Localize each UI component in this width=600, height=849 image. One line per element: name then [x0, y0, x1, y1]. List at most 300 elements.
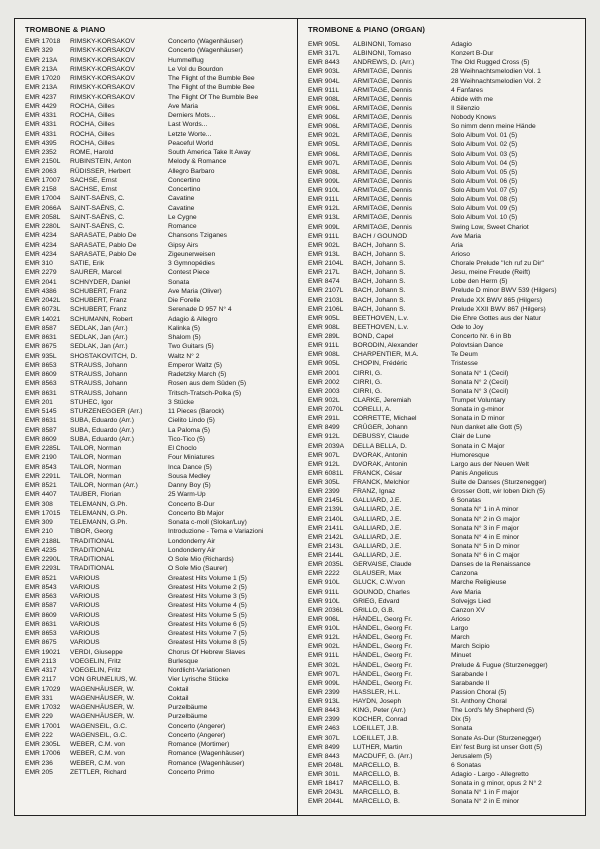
list-item — [298, 451, 585, 460]
composer: GOUNOD, Charles — [353, 588, 410, 596]
title: Sonata in g minor, opus 2 N° 2 — [451, 780, 542, 788]
list-item — [15, 481, 297, 490]
title: Sonata N° 2 (Cecil) — [451, 378, 509, 386]
list-item — [15, 389, 297, 398]
list-item — [15, 722, 297, 731]
title: Solo Album Vol. 01 (5) — [451, 132, 518, 140]
composer: BEETHOVEN, L.v. — [353, 314, 409, 322]
emr-number: EMR 906L — [308, 104, 340, 112]
composer: ARMITAGE, Dennis — [353, 177, 412, 185]
composer: HÄNDEL, Georg Fr. — [353, 634, 413, 642]
composer: TAILOR, Norman — [70, 472, 122, 480]
title: Solo Album Vol. 06 (5) — [451, 177, 518, 185]
composer: WAGENSEIL, G.C. — [70, 722, 127, 730]
composer: CHOPIN, Frédéric — [353, 360, 408, 368]
emr-number: EMR 17029 — [25, 685, 61, 693]
emr-number: EMR 8543 — [25, 583, 57, 591]
composer: ARMITAGE, Dennis — [353, 223, 412, 231]
title: The Flight of the Bumble Bee — [168, 75, 255, 82]
list-item — [15, 65, 297, 74]
list-item — [15, 56, 297, 65]
title: Suite de Danses (Sturzenegger) — [451, 479, 547, 486]
title: Dix (5) — [451, 716, 471, 724]
list-item — [298, 788, 585, 797]
composer: BACH, Johann S. — [353, 241, 406, 249]
emr-number: EMR 2222 — [308, 570, 340, 578]
composer: SCHUBERT, Franz — [70, 297, 127, 304]
composer: VARIOUS — [70, 583, 100, 591]
composer: ROCHA, Gilles — [70, 102, 115, 110]
list-item — [15, 509, 297, 518]
list-item — [15, 167, 297, 176]
title: Concerto (Wagenhäuser) — [168, 47, 243, 55]
list-item — [15, 675, 297, 684]
title: The Flight Of The Bumble Bee — [168, 93, 259, 101]
title: Concerto Primo — [168, 768, 215, 776]
composer: WAGENHÄUSER, W. — [70, 713, 135, 721]
title: Arioso — [451, 615, 470, 623]
emr-number: EMR 2143L — [308, 542, 344, 550]
emr-number: EMR 302L — [308, 661, 340, 669]
composer: SARASATE, Pablo De — [70, 250, 137, 258]
title: Il Silenzio — [451, 104, 480, 112]
list-item — [15, 120, 297, 129]
list-item — [298, 359, 585, 368]
list-item — [298, 40, 585, 49]
section-title: TROMBONE & PIANO (ORGAN) — [308, 25, 426, 34]
list-item — [298, 423, 585, 432]
emr-number: EMR 18417 — [308, 780, 344, 788]
emr-number: EMR 912L — [308, 433, 340, 441]
emr-number: EMR 4234 — [25, 232, 57, 240]
title: Concerto Bb Major — [168, 509, 224, 517]
list-item — [298, 67, 585, 76]
title: Shalom (5) — [168, 334, 201, 341]
list-item — [298, 797, 585, 806]
title: Passion Choral (5) — [451, 688, 507, 696]
title: Chorus Of Hebrew Slaves — [168, 648, 246, 656]
title: Ein' fest Burg ist unser Gott (5) — [451, 743, 543, 751]
composer: SUBA, Eduardo (Arr.) — [70, 426, 134, 434]
title: Purzelbäume — [168, 713, 208, 721]
emr-number: EMR 2043L — [308, 789, 344, 797]
list-item — [15, 453, 297, 462]
composer: GRIEG, Edvard — [353, 597, 400, 605]
emr-number: EMR 902L — [308, 241, 340, 249]
emr-number: EMR 8587 — [25, 426, 57, 434]
composer: SATIE, Erik — [70, 260, 105, 267]
title: South America Take It Away — [168, 149, 251, 156]
emr-number: EMR 912L — [308, 205, 340, 213]
title: Concertino — [168, 186, 201, 193]
emr-number: EMR 911L — [308, 342, 340, 350]
title: Zigeunerweisen — [168, 250, 216, 258]
emr-number: EMR 2002 — [308, 378, 340, 386]
list-item — [298, 414, 585, 423]
emr-number: EMR 902L — [308, 132, 340, 140]
composer: HÄNDEL, Georg Fr. — [353, 661, 413, 669]
title: Ave Maria (Oliver) — [168, 287, 222, 295]
list-item — [298, 113, 585, 122]
composer: WAGENSEIL, G.C. — [70, 731, 127, 739]
list-item — [298, 734, 585, 743]
list-item — [15, 666, 297, 675]
emr-number: EMR 2293L — [25, 565, 61, 573]
title: Concertino — [168, 176, 201, 184]
list-item — [298, 761, 585, 770]
list-item — [15, 93, 297, 102]
title: Coktail — [168, 694, 189, 702]
emr-number: EMR 222 — [25, 731, 53, 739]
title: Sousa Medley — [168, 472, 211, 480]
emr-number: EMR 2139L — [308, 506, 344, 514]
emr-number: EMR 8609 — [25, 371, 57, 378]
emr-number: EMR 17007 — [25, 176, 61, 184]
list-item — [15, 657, 297, 666]
composer: LOEILLET, J.B. — [353, 734, 399, 742]
title: Die Ehre Gottes aus der Natur — [451, 314, 541, 322]
title: Le Vol du Bourdon — [168, 65, 224, 73]
emr-number: EMR 2142L — [308, 533, 344, 541]
composer: WEBER, C.M. von — [70, 741, 125, 748]
composer: ARMITAGE, Dennis — [353, 132, 412, 140]
composer: GRILLO, G.B. — [353, 606, 395, 614]
list-item — [15, 768, 297, 777]
emr-number: EMR 2070L — [308, 406, 344, 413]
composer: ANDREWS, D. (Arr.) — [353, 59, 415, 67]
emr-number: EMR 8443 — [308, 707, 340, 715]
emr-number: EMR 8587 — [25, 324, 57, 332]
emr-number: EMR 4237 — [25, 93, 57, 101]
composer: GALLIARD, J.E. — [353, 497, 402, 505]
emr-number: EMR 902L — [308, 396, 340, 404]
emr-number: EMR 307L — [308, 734, 340, 742]
emr-number: EMR 213A — [25, 56, 58, 64]
title: Marche Religieuse — [451, 579, 507, 587]
list-item — [15, 426, 297, 435]
title: The Flight of the Bumble Bee — [168, 84, 255, 92]
composer: KOCHER, Conrad — [353, 716, 408, 724]
composer: BACH, Johann S. — [353, 305, 406, 313]
composer: GLUCK, C.W.von — [353, 579, 406, 587]
list-item — [15, 111, 297, 120]
list-item — [298, 396, 585, 405]
emr-number: EMR 2042L — [25, 297, 61, 304]
title: Solo Album Vol. 08 (5) — [451, 196, 518, 204]
composer: CLARKE, Jeremiah — [353, 396, 411, 404]
composer: BOND, Capel — [353, 333, 394, 340]
emr-number: EMR 17032 — [25, 704, 61, 711]
list-item — [15, 130, 297, 139]
list-item — [15, 46, 297, 55]
title: Nordlicht-Variationen — [168, 667, 230, 674]
emr-number: EMR 2117 — [25, 676, 57, 684]
list-item — [298, 268, 585, 277]
title: La Paloma (5) — [168, 426, 211, 434]
emr-number: EMR 905L — [308, 360, 340, 368]
list-item — [15, 102, 297, 111]
title: Prelude & Fugue (Sturzenegger) — [451, 661, 548, 669]
composer: TIBOR, Georg — [70, 528, 113, 536]
list-item — [298, 624, 585, 633]
list-item — [298, 724, 585, 733]
emr-number: EMR 2145L — [308, 497, 344, 505]
list-item — [15, 204, 297, 213]
emr-number: EMR 907L — [308, 159, 340, 167]
list-item — [15, 546, 297, 555]
emr-number: EMR 909L — [308, 223, 340, 231]
emr-number: EMR 2039A — [308, 442, 345, 450]
emr-number: EMR 205 — [25, 768, 53, 776]
title: Sonata N° 1 (Cecil) — [451, 369, 509, 377]
title: Sonata N° 5 in D minor — [451, 542, 520, 550]
list-item — [298, 323, 585, 332]
emr-number: EMR 2036L — [308, 606, 344, 614]
emr-number: EMR 908L — [308, 351, 340, 359]
title: Chorale Prelude "Ich ruf zu Dir" — [451, 260, 544, 267]
title: Concerto B-Dur — [168, 500, 215, 508]
composer: GALLIARD, J.E. — [353, 542, 402, 550]
emr-number: EMR 2290L — [25, 556, 61, 563]
list-item — [298, 460, 585, 469]
emr-number: EMR 331 — [25, 694, 53, 702]
title: Solo Album Vol. 03 (5) — [451, 150, 518, 158]
emr-number: EMR 911L — [308, 86, 340, 94]
list-item — [15, 370, 297, 379]
composer: ROCHA, Gilles — [70, 121, 115, 129]
title: Abide with me — [451, 95, 494, 103]
list-item — [15, 379, 297, 388]
list-item — [298, 86, 585, 95]
title: Hummelflug — [168, 56, 204, 64]
emr-number: EMR 4234 — [25, 250, 57, 258]
title: Sonata N° 2 in E minor — [451, 798, 520, 806]
emr-number: EMR 4235 — [25, 546, 57, 554]
emr-number: EMR 4429 — [25, 102, 57, 110]
emr-number: EMR 908L — [308, 323, 340, 331]
composer: CHARPENTIER, M.A. — [353, 351, 419, 359]
list-item — [15, 305, 297, 314]
composer: TELEMANN, G.Ph. — [70, 500, 128, 508]
title: Kalinka (5) — [168, 324, 200, 332]
list-item — [298, 259, 585, 268]
emr-number: EMR 8443 — [308, 752, 340, 760]
emr-number: EMR 4317 — [25, 667, 57, 674]
title: Sarabande I — [451, 670, 488, 678]
list-item — [15, 629, 297, 638]
title: 11 Pieces (Barock) — [168, 408, 224, 415]
list-item — [15, 703, 297, 712]
title: Largo — [451, 625, 469, 632]
title: Derniers Mots... — [168, 112, 216, 119]
list-item — [298, 588, 585, 597]
list-item — [15, 398, 297, 407]
list-item — [298, 524, 585, 533]
list-item — [15, 472, 297, 481]
title: Humoresque — [451, 451, 490, 459]
composer: RIMSKY-KORSAKOV — [70, 75, 135, 82]
title: Letzte Worte... — [168, 130, 212, 138]
composer: ARMITAGE, Dennis — [353, 150, 412, 158]
composer: STRAUSS, Johann — [70, 380, 128, 388]
emr-number: EMR 8653 — [25, 361, 57, 369]
list-item — [298, 168, 585, 177]
composer: SAINT-SAËNS, C. — [70, 213, 125, 221]
list-item — [298, 688, 585, 697]
composer: SARASATE, Pablo De — [70, 241, 137, 249]
composer: ARMITAGE, Dennis — [353, 86, 412, 94]
title: O Sole Mio (Saurer) — [168, 565, 228, 573]
title: Greatest Hits Volume 5 (5) — [168, 611, 247, 619]
list-item — [298, 140, 585, 149]
emr-number: EMR 301L — [308, 771, 340, 778]
list-item — [15, 83, 297, 92]
emr-number: EMR 2188L — [25, 537, 61, 545]
emr-number: EMR 17006 — [25, 750, 61, 758]
list-item — [15, 759, 297, 768]
emr-number: EMR 909L — [308, 679, 340, 687]
emr-number: EMR 905L — [308, 141, 340, 149]
emr-number: EMR 213A — [25, 65, 58, 73]
emr-number: EMR 908L — [308, 168, 340, 176]
title: Greatest Hits Volume 7 (5) — [168, 630, 247, 637]
composer: HÄNDEL, Georg Fr. — [353, 670, 413, 678]
list-item — [15, 537, 297, 546]
composer: ARMITAGE, Dennis — [353, 141, 412, 149]
list-item — [15, 638, 297, 647]
title: Rosen aus dem Süden (5) — [168, 380, 247, 388]
list-item — [15, 324, 297, 333]
title: Cielito Lindo (5) — [168, 417, 215, 425]
emr-number: EMR 2352 — [25, 149, 57, 156]
list-item — [15, 139, 297, 148]
title: The Lord's My Shepherd (5) — [451, 707, 535, 715]
list-item — [298, 633, 585, 642]
list-item — [15, 315, 297, 324]
title: Two Guitars (5) — [168, 343, 214, 351]
catalog-list — [298, 40, 585, 807]
emr-number: EMR 906L — [308, 150, 340, 158]
emr-number: EMR 17020 — [25, 75, 61, 82]
list-item — [15, 268, 297, 277]
title: Sarabande II — [451, 679, 490, 687]
title: 25 Warm-Up — [168, 491, 206, 499]
composer: GALLIARD, J.E. — [353, 524, 402, 532]
emr-number: EMR 907L — [308, 670, 340, 678]
list-item — [15, 611, 297, 620]
composer: SUBA, Eduardo (Arr.) — [70, 417, 134, 425]
title: Ave Maria — [451, 588, 481, 596]
title: 6 Sonatas — [451, 761, 482, 769]
composer: DEBUSSY, Claude — [353, 433, 410, 441]
title: March Scipio — [451, 643, 490, 651]
emr-number: EMR 17015 — [25, 509, 61, 517]
list-item — [298, 369, 585, 378]
composer: SACHSE, Ernst — [70, 176, 117, 184]
list-item — [15, 731, 297, 740]
emr-number: EMR 8474 — [308, 278, 340, 286]
composer: TELEMANN, G.Ph. — [70, 519, 128, 526]
title: Sonata — [451, 725, 473, 733]
composer: ALBINONI, Tomaso — [353, 50, 412, 58]
emr-number: EMR 2280L — [25, 223, 61, 230]
composer: STRAUSS, Johann — [70, 361, 128, 369]
title: Trumpet Voluntary — [451, 396, 506, 404]
composer: HAYDN, Joseph — [353, 698, 402, 705]
title: Solo Album Vol. 04 (5) — [451, 159, 518, 167]
composer: SAINT-SAËNS, C. — [70, 223, 125, 230]
list-item — [298, 277, 585, 286]
title: Concerto Nr. 6 in Bb — [451, 333, 512, 340]
title: Sonata N° 6 in C major — [451, 552, 520, 559]
list-item — [298, 661, 585, 670]
emr-number: EMR 905L — [308, 41, 340, 48]
title: Romance (Wagenhäuser) — [168, 759, 245, 767]
emr-number: EMR 217L — [308, 269, 340, 277]
title: Peaceful World — [168, 139, 214, 147]
composer: STRAUSS, Johann — [70, 389, 128, 397]
title: Adagio — [451, 41, 472, 48]
title: Panis Angelicus — [451, 469, 499, 477]
emr-number: EMR 935L — [25, 352, 57, 360]
list-item — [298, 223, 585, 232]
list-item — [15, 37, 297, 46]
list-item — [298, 204, 585, 213]
title: Sonata N° 3 (Cecil) — [451, 387, 509, 395]
emr-number: EMR 906L — [308, 615, 340, 623]
composer: ARMITAGE, Dennis — [353, 159, 412, 167]
composer: TAILOR, Norman — [70, 445, 122, 452]
title: 3 Gymnopédies — [168, 260, 215, 267]
title: Prelude XX BWV 865 (Hilgers) — [451, 296, 543, 304]
emr-number: EMR 911L — [308, 232, 340, 240]
list-item — [298, 478, 585, 487]
list-item — [298, 442, 585, 451]
title: Nobody Knows — [451, 114, 496, 121]
title: Canzon XV — [451, 606, 485, 614]
composer: MARCELLO, B. — [353, 780, 400, 788]
composer: VERDI, Giuseppe — [70, 648, 123, 656]
composer: SEDLAK, Jan (Arr.) — [70, 324, 128, 332]
composer: SEDLAK, Jan (Arr.) — [70, 343, 128, 351]
composer: MARCELLO, B. — [353, 761, 400, 769]
list-item — [298, 341, 585, 350]
emr-number: EMR 2107L — [308, 287, 344, 295]
title: 6 Sonatas — [451, 497, 482, 505]
composer: FRANCK, Melchior — [353, 479, 410, 486]
emr-number: EMR 906L — [308, 114, 340, 121]
list-item — [298, 286, 585, 295]
emr-number: EMR 903L — [308, 68, 340, 76]
list-item — [15, 287, 297, 296]
title: Le Cygne — [168, 213, 197, 221]
list-item — [298, 505, 585, 514]
emr-number: EMR 8521 — [25, 482, 57, 489]
title: Vier Lyrische Stücke — [168, 676, 229, 684]
emr-number: EMR 911L — [308, 196, 340, 204]
list-item — [298, 715, 585, 724]
title: Concerto (Angerer) — [168, 731, 226, 739]
composer: ARMITAGE, Dennis — [353, 196, 412, 204]
list-item — [298, 186, 585, 195]
title: Melody & Romance — [168, 158, 227, 166]
composer: TRADITIONAL — [70, 556, 115, 563]
list-item — [298, 177, 585, 186]
emr-number: EMR 8563 — [25, 593, 57, 600]
composer: HÄNDEL, Georg Fr. — [353, 615, 413, 623]
emr-number: EMR 8499 — [308, 743, 340, 751]
title: Canzona — [451, 570, 478, 578]
